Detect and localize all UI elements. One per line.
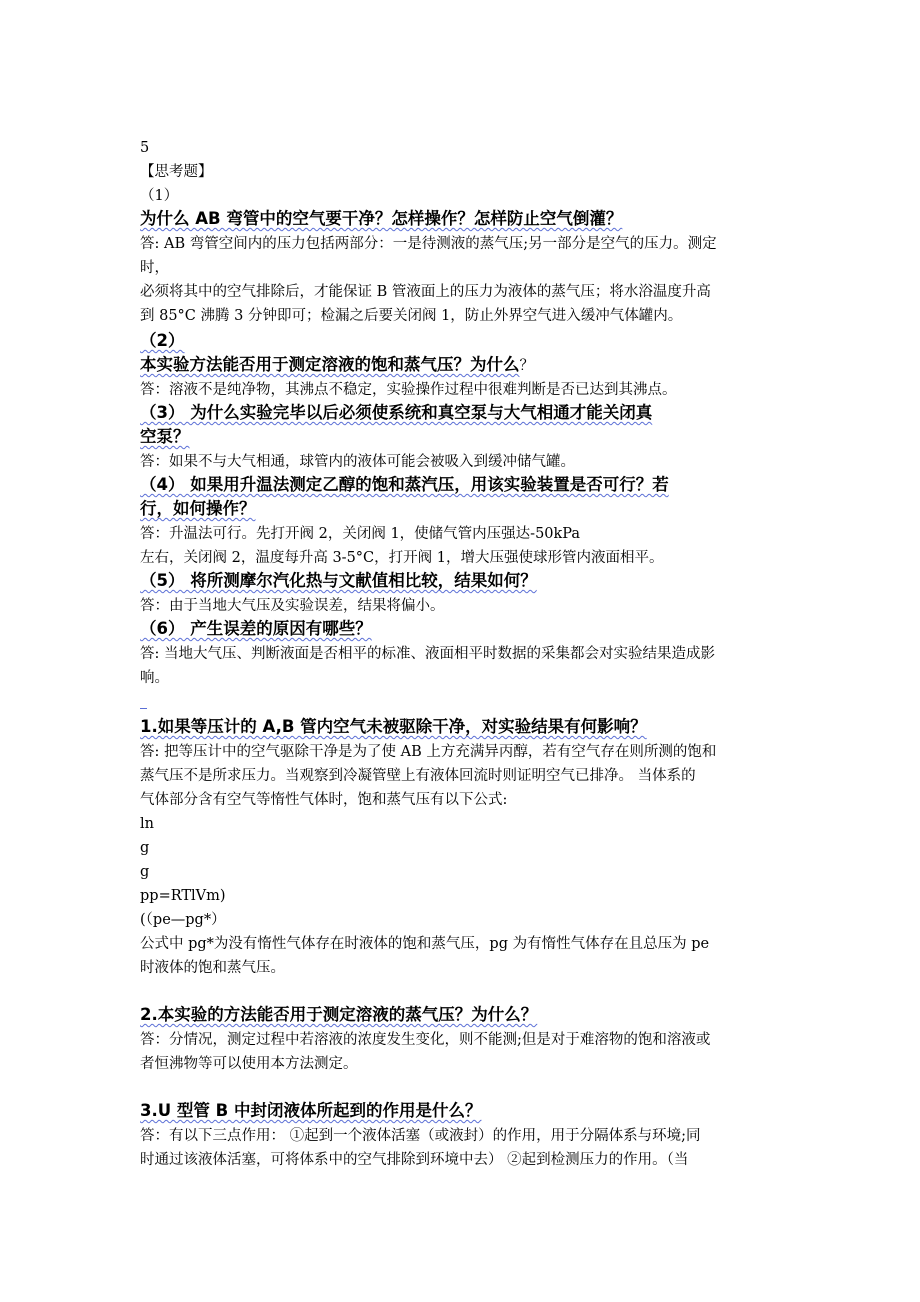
answer-line: 时， bbox=[140, 260, 169, 276]
answer-line: 响。 bbox=[140, 670, 169, 686]
section-title: 【思考题】 bbox=[140, 164, 213, 180]
answer-line: 答：如果不与大气相通，球管内的液体可能会被吸入到缓冲储气罐。 bbox=[140, 454, 575, 470]
question-heading: 空泵？ bbox=[140, 427, 190, 446]
question-mark: ？ bbox=[519, 358, 534, 374]
answer-line: 答：分情况，测定过程中若溶液的浓度发生变化，则不能测;但是对于难溶物的饱和溶液或 bbox=[140, 1032, 711, 1048]
answer-line: 左右，关闭阀 2，温度每升高 3-5°C，打开阀 1，增大压强使球形管内液面相平。 bbox=[140, 550, 664, 566]
formula-line: pp=RTlVm) bbox=[140, 888, 226, 904]
answer-line: 答: 把等压计中的空气驱除干净是为了使 AB 上方充满异丙醇，若有空气存在则所测的饱和 bbox=[140, 744, 717, 760]
answer-line: 必须将其中的空气排除后，才能保证 B 管液面上的压力为液体的蒸气压；将水浴温度升高 bbox=[140, 284, 711, 300]
question-heading: （5） 将所测摩尔汽化热与文献值相比较，结果如何？ bbox=[140, 571, 537, 590]
answer-line: 公式中 pg*为没有惰性气体存在时液体的饱和蒸气压，pg 为有惰性气体存在且总压为 pe bbox=[140, 936, 710, 952]
question-number: （2） bbox=[140, 331, 185, 350]
question-heading: （3） 为什么实验完毕以后必须使系统和真空泵与大气相通才能关闭真 bbox=[140, 403, 653, 422]
answer-line: 答：有以下三点作用： ①起到一个液体活塞（或液封）的作用，用于分隔体系与环境;同 bbox=[140, 1128, 701, 1144]
wavy-mark bbox=[140, 706, 147, 709]
question-heading: 1.如果等压计的 A,B 管内空气未被驱除干净，对实验结果有何影响？ bbox=[140, 717, 647, 736]
answer-line: 时通过该液体活塞，可将体系中的空气排除到环境中去） ②起到检测压力的作用。（当 bbox=[140, 1152, 689, 1168]
page-number: 5 bbox=[140, 140, 150, 156]
formula-line: g bbox=[140, 840, 150, 856]
question-heading: 3.U 型管 B 中封闭液体所起到的作用是什么？ bbox=[140, 1101, 482, 1120]
question-number: （1） bbox=[140, 188, 179, 204]
question-heading: 行，如何操作？ bbox=[140, 499, 256, 518]
answer-line: 时液体的饱和蒸气压。 bbox=[140, 960, 285, 976]
question-heading: 为什么 AB 弯管中的空气要干净？怎样操作？怎样防止空气倒灌？ bbox=[140, 209, 623, 228]
formula-line: g bbox=[140, 864, 150, 880]
answer-line: 答：溶液不是纯净物，其沸点不稳定，实验操作过程中很难判断是否已达到其沸点。 bbox=[140, 382, 677, 398]
answer-line: 蒸气压不是所求压力。当观察到冷凝管壁上有液体回流时则证明空气已排净。 当体系的 bbox=[140, 768, 696, 784]
answer-line: 者恒沸物等可以使用本方法测定。 bbox=[140, 1056, 358, 1072]
answer-line: 到 85°C 沸腾 3 分钟即可；检漏之后要关闭阀 1，防止外界空气进入缓冲气体罐内。 bbox=[140, 308, 683, 324]
question-heading-row bbox=[140, 354, 534, 376]
formula-line: (（pe—pg*） bbox=[140, 912, 226, 928]
answer-line: 答: 当地大气压、判断液面是否相平的标准、液面相平时数据的采集都会对实验结果造成影 bbox=[140, 646, 715, 662]
answer-line: 答：升温法可行。先打开阀 2，关闭阀 1，使储气管内压强达-50kPa bbox=[140, 526, 581, 542]
question-heading: 本实验方法能否用于测定溶液的饱和蒸气压？为什么 bbox=[140, 355, 520, 374]
answer-line: 答: AB 弯管空间内的压力包括两部分：一是待测液的蒸气压;另一部分是空气的压力。测定 bbox=[140, 236, 717, 252]
question-heading: （4） 如果用升温法测定乙醇的饱和蒸汽压，用该实验装置是否可行？若 bbox=[140, 475, 669, 494]
answer-line: 答：由于当地大气压及实验误差，结果将偏小。 bbox=[140, 598, 445, 614]
question-heading: 2.本实验的方法能否用于测定溶液的蒸气压？为什么？ bbox=[140, 1005, 538, 1024]
answer-line: 气体部分含有空气等惰性气体时，饱和蒸气压有以下公式: bbox=[140, 792, 508, 808]
formula-line: ln bbox=[140, 816, 154, 832]
question-heading: （6） 产生误差的原因有哪些？ bbox=[140, 619, 372, 638]
